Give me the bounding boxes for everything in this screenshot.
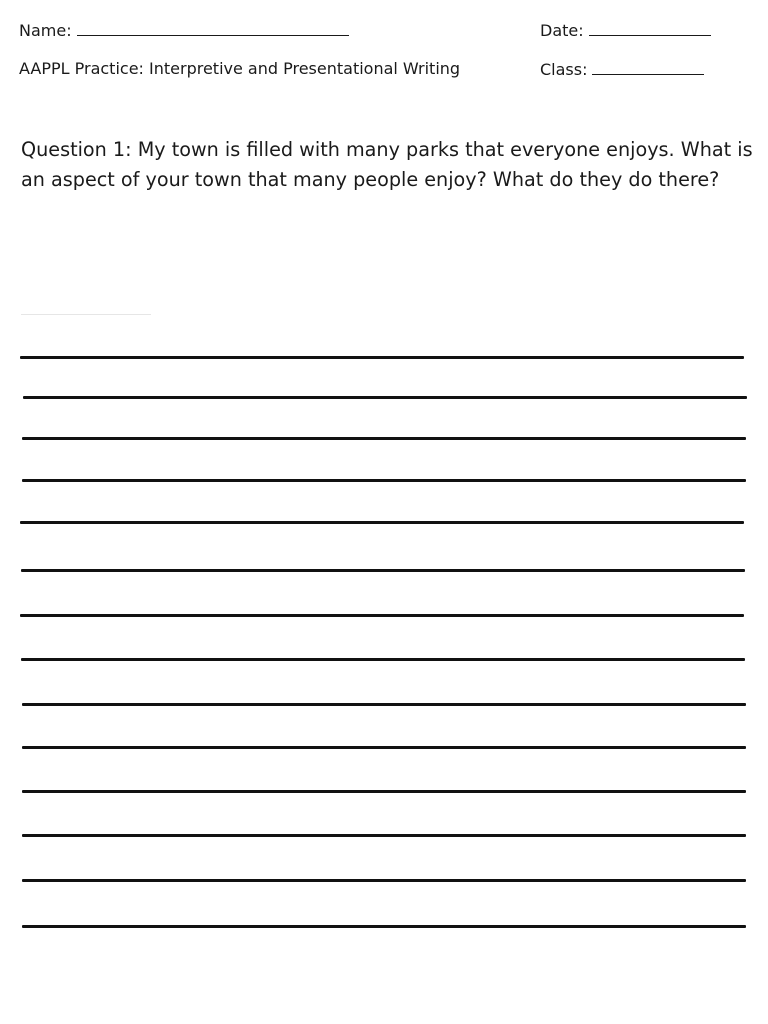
- writing-line: [22, 834, 746, 837]
- writing-line: [22, 879, 746, 882]
- writing-line: [20, 521, 744, 524]
- class-blank[interactable]: [592, 59, 704, 75]
- question-prompt: Question 1: My town is filled with many parks that everyone enjoys. What is an aspect of your town that many people enjoy? What do they do there?: [21, 138, 753, 191]
- class-field: [540, 59, 704, 80]
- worksheet-title: AAPPL Practice: Interpretive and Presentational Writing: [19, 59, 461, 78]
- writing-line: [22, 437, 746, 440]
- name-blank[interactable]: [77, 20, 349, 36]
- writing-line: [22, 746, 746, 749]
- writing-line: [23, 396, 747, 399]
- writing-line: [22, 703, 746, 706]
- writing-line: [21, 658, 745, 661]
- writing-line: [21, 569, 745, 572]
- date-blank[interactable]: [589, 20, 711, 36]
- faint-divider: [21, 314, 151, 315]
- date-field: [540, 20, 711, 41]
- date-label: Date:: [540, 21, 584, 40]
- writing-line: [20, 614, 744, 617]
- writing-line: [22, 479, 746, 482]
- class-label: Class:: [540, 60, 588, 79]
- writing-line: [22, 790, 746, 793]
- name-label: Name:: [19, 21, 72, 40]
- name-field: [19, 20, 349, 41]
- writing-line: [22, 925, 746, 928]
- writing-line: [20, 356, 744, 359]
